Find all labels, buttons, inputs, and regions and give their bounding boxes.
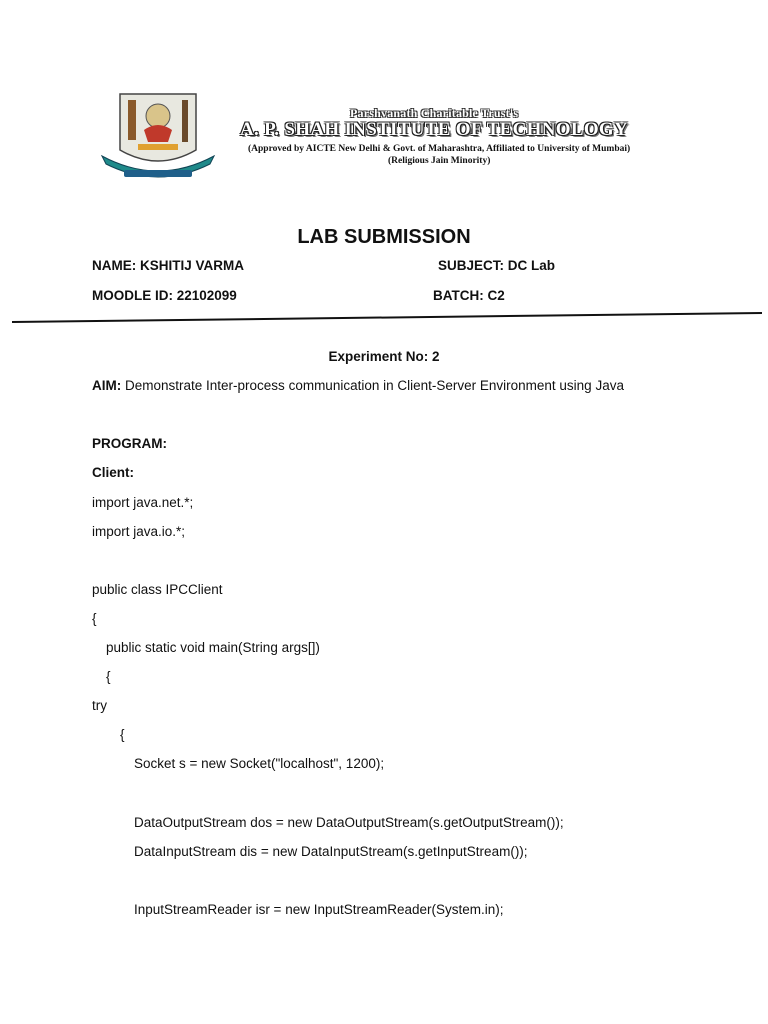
institute-logo-icon — [98, 90, 218, 182]
subject: SUBJECT: DC Lab — [438, 258, 556, 273]
page-title: LAB SUBMISSION — [297, 226, 471, 248]
code-line: import java.net.*; — [92, 495, 194, 510]
code-line: InputStreamReader isr = new InputStreamReader(System.in); — [134, 902, 504, 917]
batch: BATCH: C2 — [433, 288, 505, 303]
code-line: { — [106, 669, 111, 684]
code-line: try — [92, 698, 107, 713]
code-line: Socket s = new Socket("localhost", 1200); — [134, 756, 385, 771]
institute-name: A. P. SHAH INSTITUTE OF TECHNOLOGY — [240, 119, 629, 140]
program-label: PROGRAM: — [92, 436, 167, 451]
aim-label: AIM: — [92, 378, 122, 393]
client-label: Client: — [92, 465, 134, 480]
moodle-id: MOODLE ID: 22102099 — [92, 288, 237, 303]
header-divider — [12, 311, 762, 325]
code-line: public class IPCClient — [92, 582, 223, 597]
aim-text: Demonstrate Inter-process communication in Client-Server Environment using Java — [121, 378, 624, 393]
approval-text: (Approved by AICTE New Delhi & Govt. of Maharashtra, Affiliated to University of Mumbai) — [248, 144, 631, 154]
code-line: { — [120, 727, 125, 742]
aim — [92, 378, 624, 393]
code-line: import java.io.*; — [92, 524, 186, 539]
minority-text: (Religious Jain Minority) — [388, 156, 491, 166]
code-line: DataOutputStream dos = new DataOutputStream(s.getOutputStream()); — [134, 815, 564, 830]
code-line: DataInputStream dis = new DataInputStream(s.getInputStream()); — [134, 844, 528, 859]
code-line: { — [92, 611, 97, 626]
student-name: NAME: KSHITIJ VARMA — [92, 258, 245, 273]
trust-name: Parshvanath Charitable Trust's — [350, 106, 519, 120]
experiment-number: Experiment No: 2 — [328, 349, 440, 364]
code-line: public static void main(String args[]) — [106, 640, 320, 655]
